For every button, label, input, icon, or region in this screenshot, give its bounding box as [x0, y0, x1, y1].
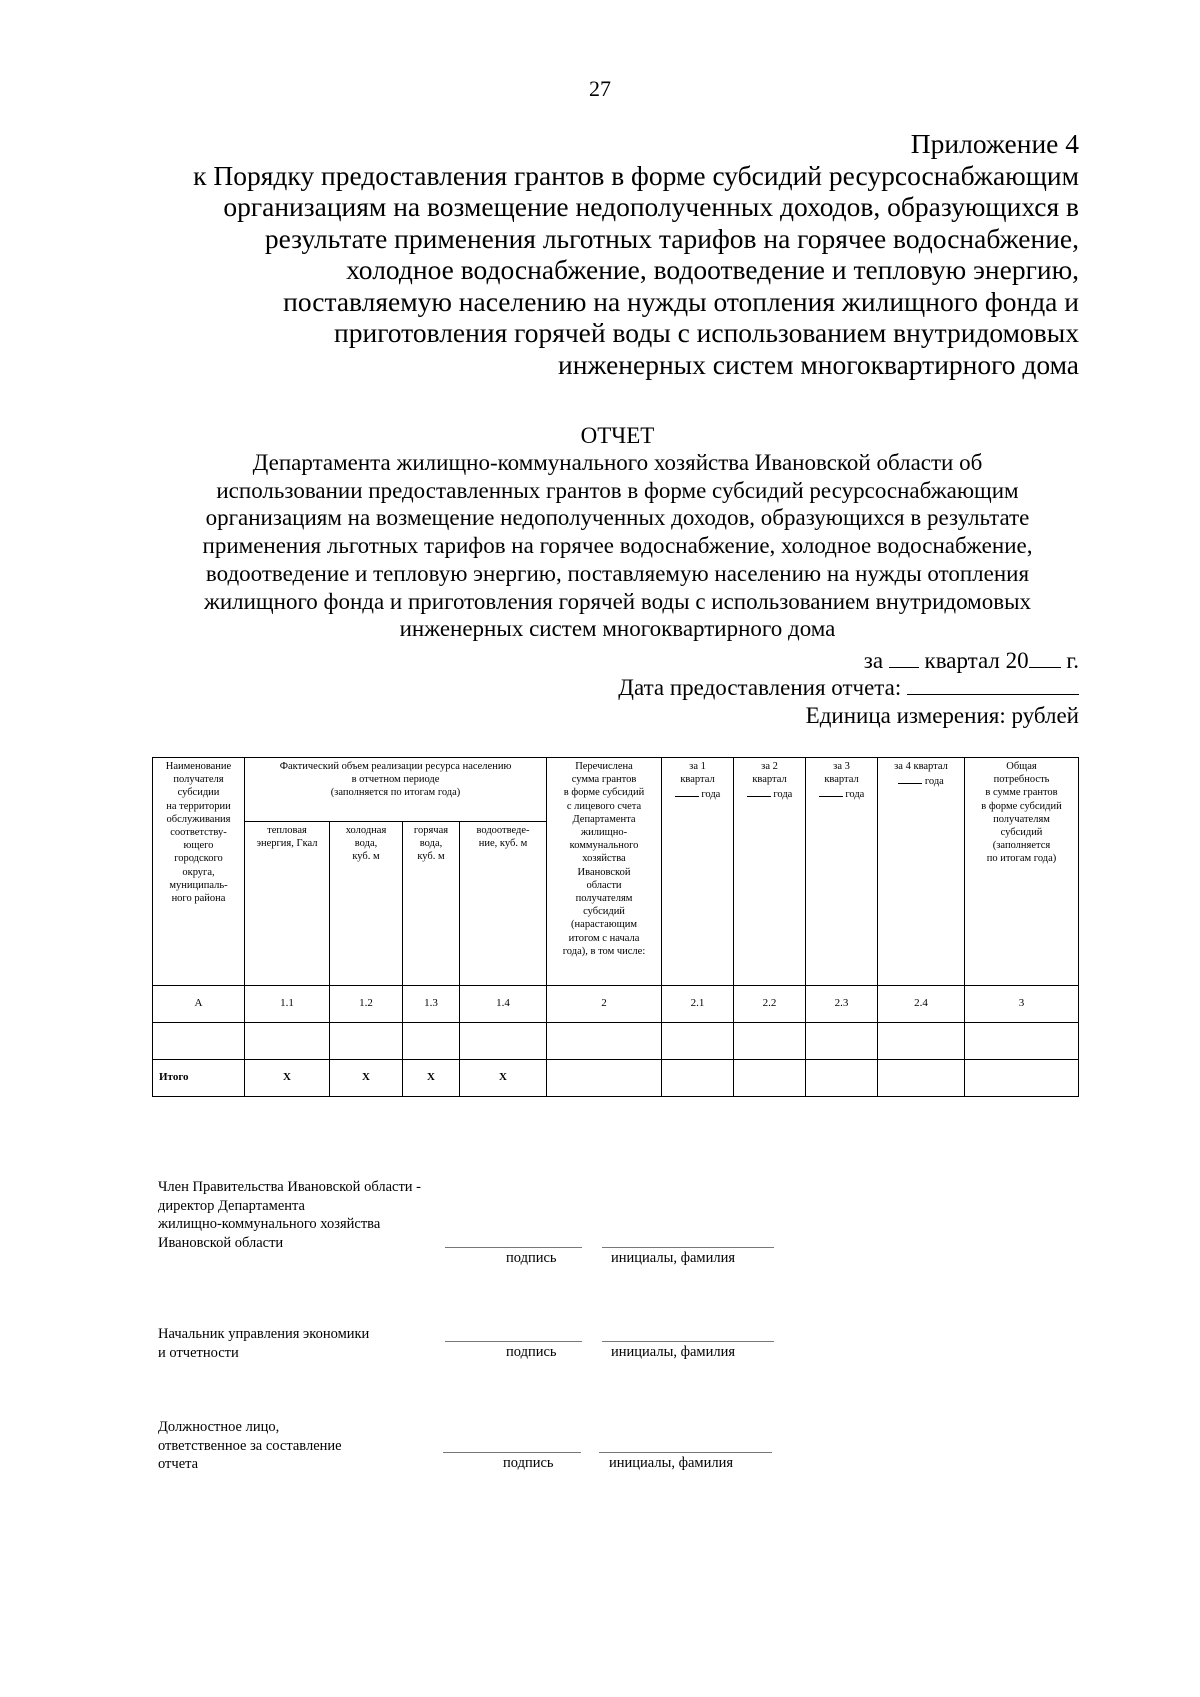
table-cell[interactable]: [330, 1023, 403, 1060]
index-cell: 1.2: [330, 986, 403, 1023]
name-caption: инициалы, фамилия: [611, 1344, 736, 1360]
header-transferred-amount: Перечислена сумма грантов в форме субсидий с лицевого счета Департамента жилищно- коммунального хозяйства Ивановской области получателям субсидий (нарастающим итогом с начала года), в том числе:: [547, 758, 662, 986]
year-blank[interactable]: [1029, 648, 1061, 668]
total-mark: X: [330, 1060, 403, 1097]
subheader-drainage: водоотведе- ние, куб. м: [460, 822, 547, 986]
name-line[interactable]: [602, 1341, 774, 1342]
table-cell[interactable]: [245, 1023, 330, 1060]
index-cell: 1.4: [460, 986, 547, 1023]
header-q1: за 1 квартал года: [662, 758, 734, 986]
index-cell: 1.1: [245, 986, 330, 1023]
report-line: жилищного фонда и приготовления горячей воды с использованием внутридомовых: [203, 588, 1032, 614]
header-q3: за 3 квартал года: [806, 758, 878, 986]
table-total-row: [153, 1060, 1079, 1097]
appendix-title: Приложение 4: [910, 128, 1079, 159]
report-line: водоотведение и тепловую энергию, поставляемую населению на нужды отопления: [205, 560, 1030, 586]
report-line: использовании предоставленных грантов в форме субсидий ресурсоснабжающим: [216, 477, 1019, 503]
report-period: [500, 647, 1079, 674]
report-date: [500, 674, 1079, 701]
name-line[interactable]: [602, 1247, 774, 1248]
table-cell[interactable]: [878, 1023, 965, 1060]
total-cell[interactable]: [734, 1060, 806, 1097]
total-cell[interactable]: [806, 1060, 878, 1097]
header-recipient-name: Наименование получателя субсидии на территории обслуживания соответству- ющего городского округа, муниципаль- ного района: [153, 758, 245, 986]
appendix-line: поставляемую населению на нужды отопления жилищного фонда и: [283, 285, 1079, 317]
total-cell[interactable]: [965, 1060, 1079, 1097]
signature-line[interactable]: [443, 1452, 581, 1453]
total-label: Итого: [153, 1060, 245, 1097]
index-cell: 2: [547, 986, 662, 1023]
index-cell: 3: [965, 986, 1079, 1023]
subheader-heat-energy: тепловая энергия, Гкал: [245, 822, 330, 986]
signatory-role: Член Правительства Ивановской области - директор Департамента жилищно-коммунального хозяйства Ивановской области: [158, 1179, 421, 1251]
header-q4: за 4 квартал года: [878, 758, 965, 986]
date-label: Дата предоставления отчета:: [618, 675, 902, 700]
total-cell[interactable]: [662, 1060, 734, 1097]
appendix-line: инженерных систем многоквартирного дома: [558, 348, 1079, 380]
table-cell[interactable]: [662, 1023, 734, 1060]
date-blank[interactable]: [907, 675, 1079, 695]
signatory-role: Начальник управления экономики и отчетности: [158, 1326, 370, 1361]
subheader-cold-water: холодная вода, куб. м: [330, 822, 403, 986]
report-line: инженерных систем многоквартирного дома: [399, 616, 836, 642]
signature-caption: подпись: [506, 1250, 557, 1266]
appendix-line: к Порядку предоставления грантов в форме субсидий ресурсоснабжающим: [193, 159, 1079, 191]
subheader-hot-water: горячая вода, куб. м: [403, 822, 460, 986]
signature-line[interactable]: [445, 1341, 582, 1342]
appendix-line: результате применения льготных тарифов на горячее водоснабжение,: [264, 222, 1079, 254]
signature-block-minister: [158, 1178, 798, 1252]
index-cell: А: [153, 986, 245, 1023]
index-cell: 2.1: [662, 986, 734, 1023]
total-mark: X: [403, 1060, 460, 1097]
total-mark: X: [460, 1060, 547, 1097]
index-cell: 2.2: [734, 986, 806, 1023]
period-middle: квартал 20: [924, 648, 1029, 673]
signature-line[interactable]: [445, 1247, 582, 1248]
index-cell: 1.3: [403, 986, 460, 1023]
table-cell[interactable]: [806, 1023, 878, 1060]
table-cell[interactable]: [547, 1023, 662, 1060]
table-cell[interactable]: [965, 1023, 1079, 1060]
name-caption: инициалы, фамилия: [609, 1455, 734, 1471]
page-number: 27: [589, 76, 611, 101]
name-line[interactable]: [599, 1452, 772, 1453]
period-prefix: за: [863, 648, 884, 673]
report-description: [110, 449, 1125, 643]
table-cell[interactable]: [460, 1023, 547, 1060]
table-index-row: [153, 986, 1079, 1023]
header-q2: за 2 квартал года: [734, 758, 806, 986]
report-line: организациям на возмещение недополученных доходов, образующихся в результате: [205, 505, 1030, 531]
report-title: ОТЧЕТ: [580, 423, 655, 448]
quarter-blank[interactable]: [889, 648, 919, 668]
report-line: Департамента жилищно-коммунального хозяйства Ивановской области об: [252, 450, 983, 475]
index-cell: 2.3: [806, 986, 878, 1023]
table-cell[interactable]: [734, 1023, 806, 1060]
table-row: [153, 1023, 1079, 1060]
total-cell[interactable]: [878, 1060, 965, 1097]
total-mark: X: [245, 1060, 330, 1097]
table-cell[interactable]: [403, 1023, 460, 1060]
period-suffix: г.: [1066, 648, 1079, 673]
signatory-role: Должностное лицо, ответственное за составление отчета: [158, 1419, 342, 1472]
appendix-header: [130, 128, 1079, 380]
appendix-line: организациям на возмещение недополученных доходов, образующихся в: [223, 191, 1079, 222]
report-table: [152, 757, 1079, 1097]
signature-caption: подпись: [506, 1344, 557, 1360]
header-actual-volume: Фактический объем реализации ресурса населению в отчетном периоде (заполняется по итогам года): [245, 758, 547, 822]
signature-caption: подпись: [503, 1455, 554, 1471]
total-cell[interactable]: [547, 1060, 662, 1097]
name-caption: инициалы, фамилия: [611, 1250, 736, 1266]
appendix-line: приготовления горячей воды с использованием внутридомовых: [334, 317, 1079, 348]
report-line: применения льготных тарифов на горячее водоснабжение, холодное водоснабжение,: [202, 533, 1033, 559]
appendix-line: холодное водоснабжение, водоотведение и тепловую энергию,: [346, 254, 1079, 285]
unit-label: Единица измерения: рублей: [805, 703, 1079, 728]
header-total-need: Общая потребность в сумме грантов в форме субсидий получателям субсидий (заполняется по итогам года): [965, 758, 1079, 986]
table-cell[interactable]: [153, 1023, 245, 1060]
index-cell: 2.4: [878, 986, 965, 1023]
